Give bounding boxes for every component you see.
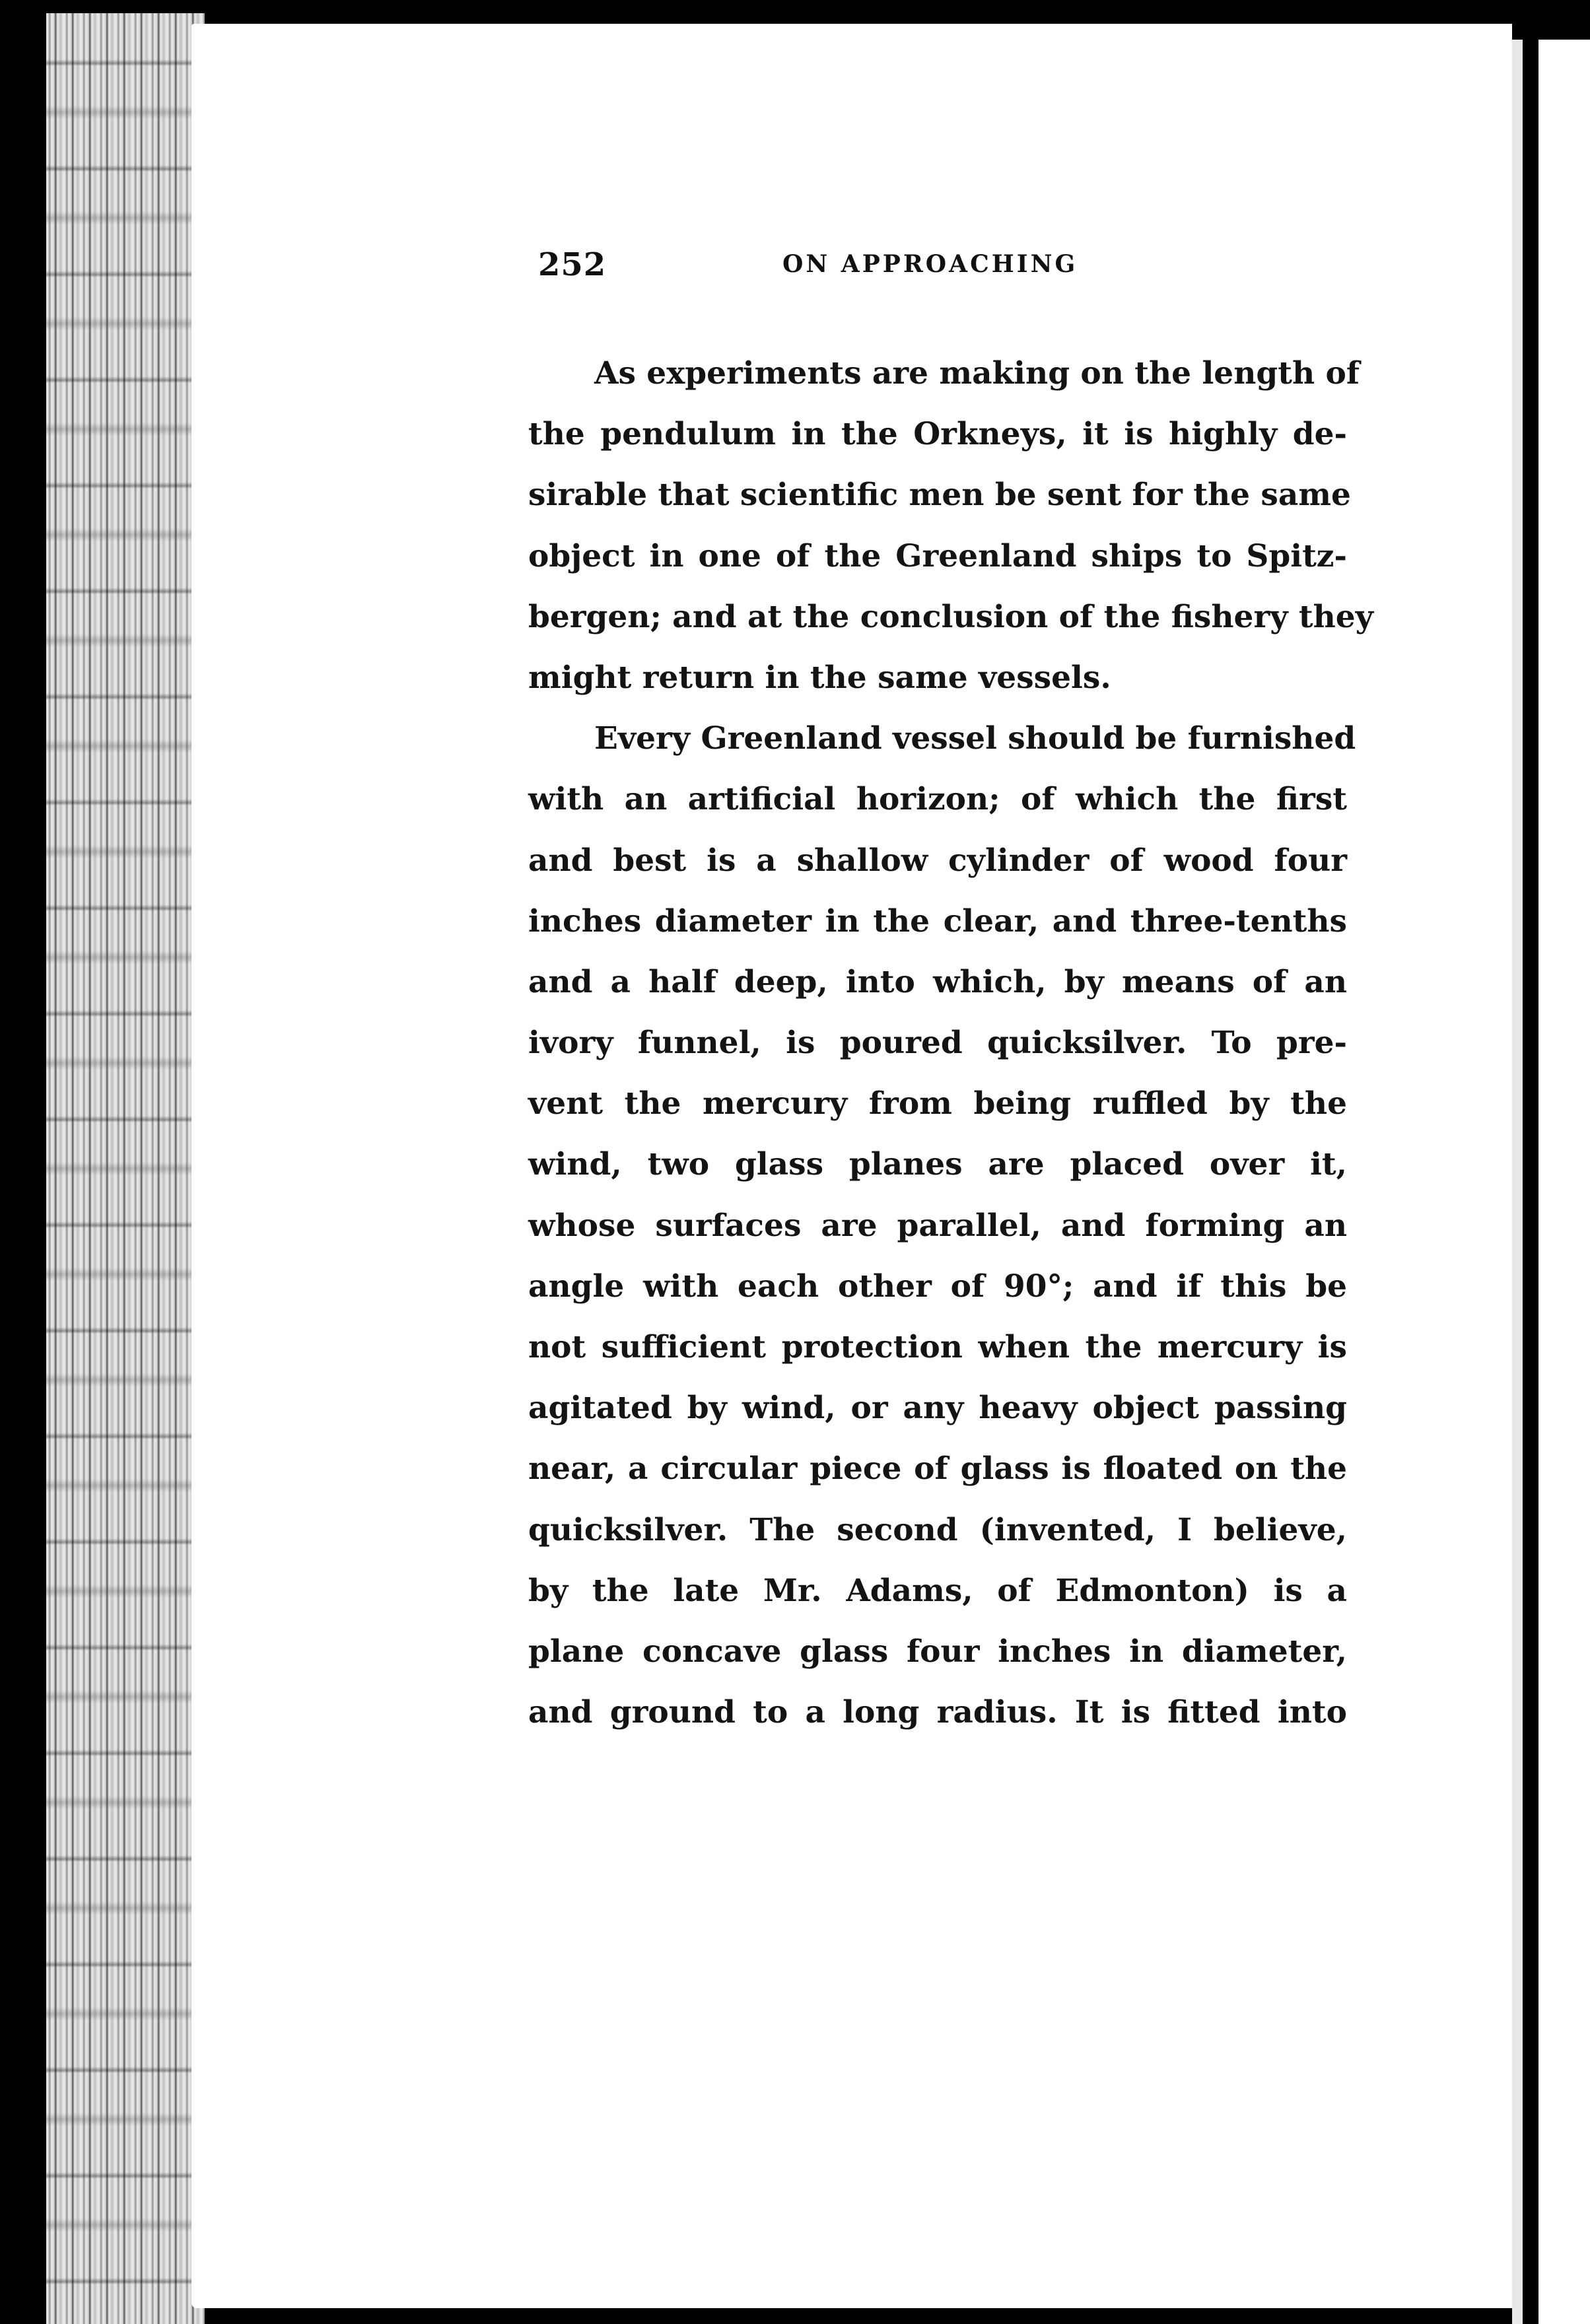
text-line: and best is a shallow cylinder of wood four xyxy=(528,842,1347,879)
paragraph xyxy=(528,343,1373,708)
body-text xyxy=(528,343,1373,1743)
book-page-edges xyxy=(46,13,205,2324)
text-line: not sufficient protection when the mercury is xyxy=(528,1329,1347,1365)
text-line: object in one of the Greenland ships to Spitz- xyxy=(528,537,1347,574)
text-line: sirable that scientific men be sent for the same xyxy=(528,477,1351,514)
text-line: bergen; and at the conclusion of the fishery they xyxy=(528,598,1373,635)
page-title: ON APPROACHING xyxy=(782,250,1078,278)
text-line: by the late Mr. Adams, of Edmonton) is a xyxy=(528,1572,1347,1609)
gutter-shadow xyxy=(1512,40,1523,2324)
running-head xyxy=(538,246,1542,299)
page-number: 252 xyxy=(538,246,607,283)
text-line: might return in the same vessels. xyxy=(528,659,1111,696)
text-line: and a half deep, into which, by means of an xyxy=(528,963,1347,1000)
text-line: whose surfaces are parallel, and forming an xyxy=(528,1207,1347,1244)
text-line: quicksilver. The second (invented, I believe, xyxy=(528,1511,1347,1548)
paragraph xyxy=(528,708,1356,1743)
text-line: ivory funnel, is poured quicksilver. To pre- xyxy=(528,1025,1347,1062)
text-line: As experiments are making on the length of xyxy=(594,355,1360,392)
text-line: plane concave glass four inches in diameter, xyxy=(528,1633,1347,1670)
text-line: the pendulum in the Orkneys, it is highly de- xyxy=(528,416,1347,453)
text-line: vent the mercury from being ruffled by the xyxy=(528,1085,1347,1122)
text-line: near, a circular piece of glass is floated on the xyxy=(528,1451,1347,1487)
text-line: with an artificial horizon; of which the first xyxy=(528,781,1347,818)
text-line: agitated by wind, or any heavy object passing xyxy=(528,1390,1347,1427)
text-line: angle with each other of 90°; and if this be xyxy=(528,1268,1347,1305)
text-line: and ground to a long radius. It is fitted into xyxy=(528,1694,1347,1731)
text-line: inches diameter in the clear, and three-tenths xyxy=(528,903,1347,940)
text-line: Every Greenland vessel should be furnished xyxy=(594,720,1356,757)
text-line: wind, two glass planes are placed over it, xyxy=(528,1146,1347,1183)
facing-page-edge xyxy=(1538,40,1590,2324)
